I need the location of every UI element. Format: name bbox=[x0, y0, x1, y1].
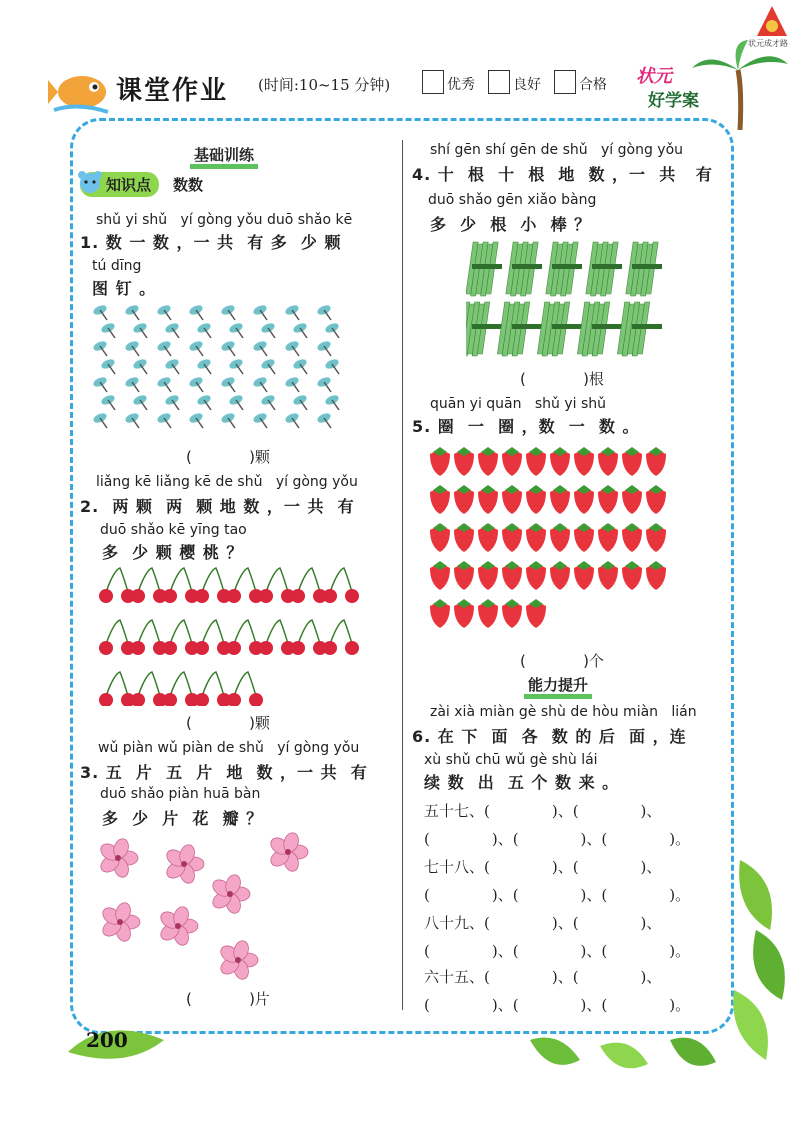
q3-text-2: 多 少 片 花 瓣 ？ bbox=[102, 809, 264, 828]
thumbtack-icon bbox=[156, 303, 172, 320]
thumbtack-icon bbox=[260, 321, 276, 338]
cherry-pair-icon bbox=[227, 620, 263, 655]
q1-pinyin-2: tú dīng bbox=[92, 258, 142, 274]
q6-sequence-row[interactable]: 八十九、( )、( )、 bbox=[424, 914, 662, 932]
grade-checkbox-pass[interactable] bbox=[554, 70, 576, 94]
q1-text-1: 1. 数 一 数 ，一 共 有 多 少 颗 bbox=[80, 233, 342, 252]
thumbtack-icon bbox=[324, 321, 340, 338]
page-header bbox=[0, 0, 800, 120]
q6-pinyin-2: xù shǔ chū wǔ gè shù lái bbox=[424, 752, 598, 768]
thumbtack-icon bbox=[100, 321, 116, 338]
strawberry-icon bbox=[598, 523, 618, 552]
section-basic-training: 基础训练 bbox=[190, 146, 258, 169]
knowledge-point-badge bbox=[80, 172, 159, 197]
strawberry-icon bbox=[478, 485, 498, 514]
q2-answer[interactable]: ( )颗 bbox=[186, 714, 270, 732]
thumbtack-icon bbox=[132, 357, 148, 374]
thumbtack-icon bbox=[316, 375, 332, 392]
knowledge-point-topic: 数数 bbox=[173, 176, 204, 194]
thumbtack-icon bbox=[196, 357, 212, 374]
stick-bundles-illustration bbox=[466, 236, 686, 360]
column-divider bbox=[402, 140, 403, 1010]
q5-answer[interactable]: ( )个 bbox=[520, 652, 604, 670]
flower-icon bbox=[210, 873, 250, 915]
homework-title: 课堂作业 bbox=[116, 76, 229, 106]
q4-answer[interactable]: ( )根 bbox=[520, 370, 604, 388]
q6-sequence-row[interactable]: ( )、( )、( )。 bbox=[424, 886, 691, 904]
strawberry-icon bbox=[526, 599, 546, 628]
flowers-illustration bbox=[92, 830, 332, 980]
thumbtack-icon bbox=[260, 393, 276, 410]
strawberry-icon bbox=[454, 485, 474, 514]
palm-tree-icon bbox=[690, 40, 790, 130]
q2-text-1: 2. 两 颗 两 颗 地 数 ，一 共 有 bbox=[80, 497, 355, 516]
stick-bundle-icon bbox=[626, 242, 662, 296]
thumbtack-icon bbox=[164, 321, 180, 338]
thumbtack-icon bbox=[220, 303, 236, 320]
strawberry-icon bbox=[502, 485, 522, 514]
grade-checkbox-excellent[interactable] bbox=[422, 70, 444, 94]
stick-bundle-icon bbox=[466, 242, 502, 296]
cherry-pair-icon bbox=[259, 620, 295, 655]
cherry-pair-icon bbox=[99, 620, 135, 655]
thumbtack-icon bbox=[92, 339, 108, 356]
cherry-pair-icon bbox=[259, 568, 295, 603]
bear-icon bbox=[76, 168, 104, 196]
thumbtack-icon bbox=[284, 375, 300, 392]
brand-logo-bottom: 好学案 bbox=[648, 91, 699, 111]
strawberry-icon bbox=[622, 485, 642, 514]
cherry-pair-icon bbox=[323, 568, 359, 603]
fish-mascot-icon bbox=[48, 62, 118, 118]
strawberry-icon bbox=[454, 447, 474, 476]
q2-text-2: 多 少 颗 樱 桃 ？ bbox=[102, 543, 244, 562]
cherry-pair-icon bbox=[195, 620, 231, 655]
q4-pinyin-2: duō shǎo gēn xiǎo bàng bbox=[428, 192, 597, 208]
stick-bundle-icon bbox=[546, 242, 582, 296]
strawberry-icon bbox=[430, 599, 450, 628]
q3-pinyin-1: wǔ piàn wǔ piàn de shǔ yí gòng yǒu bbox=[98, 740, 360, 756]
q1-answer[interactable]: ( )颗 bbox=[186, 448, 270, 466]
cherry-pair-icon bbox=[163, 568, 199, 603]
q6-sequence-row[interactable]: ( )、( )、( )。 bbox=[424, 830, 691, 848]
thumbtack-icon bbox=[292, 393, 308, 410]
strawberry-icon bbox=[622, 447, 642, 476]
cherry-pair-icon bbox=[163, 672, 199, 706]
cherry-pair-icon bbox=[291, 620, 327, 655]
strawberry-icon bbox=[502, 561, 522, 590]
strawberry-icon bbox=[646, 485, 666, 514]
q6-text-1: 6. 在 下 面 各 数 的 后 面 ，连 bbox=[412, 727, 687, 746]
page-number: 200 bbox=[86, 1028, 128, 1052]
brand-logo-top: 状元 bbox=[636, 66, 672, 87]
strawberry-icon bbox=[574, 561, 594, 590]
thumbtack-icon bbox=[100, 393, 116, 410]
thumbtack-icon bbox=[324, 357, 340, 374]
thumbtack-icon bbox=[228, 393, 244, 410]
thumbtack-icon bbox=[252, 303, 268, 320]
q1-text-2: 图 钉 。 bbox=[92, 279, 157, 298]
cherry-pair-icon bbox=[131, 672, 167, 706]
thumbtack-icon bbox=[124, 339, 140, 356]
cherry-pair-icon bbox=[131, 568, 167, 603]
thumbtack-icon bbox=[292, 357, 308, 374]
thumbtack-icon bbox=[316, 303, 332, 320]
strawberry-icon bbox=[454, 599, 474, 628]
strawberry-icon bbox=[430, 485, 450, 514]
strawberry-icon bbox=[478, 561, 498, 590]
strawberry-icon bbox=[526, 447, 546, 476]
thumbtack-icon bbox=[156, 339, 172, 356]
thumbtack-icon bbox=[132, 321, 148, 338]
strawberry-icon bbox=[478, 523, 498, 552]
flower-icon bbox=[268, 831, 308, 873]
thumbtack-icon bbox=[164, 357, 180, 374]
strawberry-icon bbox=[526, 523, 546, 552]
strawberry-icon bbox=[550, 485, 570, 514]
thumbtack-icon bbox=[124, 303, 140, 320]
thumbtack-icon bbox=[324, 393, 340, 410]
time-note: (时间:10~15 分钟) bbox=[258, 76, 391, 94]
strawberry-icon bbox=[454, 523, 474, 552]
thumbtack-icon bbox=[284, 303, 300, 320]
flower-icon bbox=[164, 843, 204, 885]
q2-pinyin-2: duō shǎo kē yīng tao bbox=[100, 522, 247, 538]
flower-icon bbox=[98, 837, 138, 879]
cherry-pair-icon bbox=[131, 620, 167, 655]
q4-pinyin-1: shí gēn shí gēn de shǔ yí gòng yǒu bbox=[430, 142, 684, 158]
cherry-pair-icon bbox=[99, 672, 135, 706]
cherry-pair-icon bbox=[195, 672, 231, 706]
thumbtack-icon bbox=[220, 375, 236, 392]
cherry-pair-icon bbox=[99, 568, 135, 603]
thumbtack-icon bbox=[252, 411, 268, 428]
strawberry-icon bbox=[430, 447, 450, 476]
thumbtack-icon bbox=[196, 321, 212, 338]
thumbtack-icon bbox=[196, 393, 212, 410]
stick-bundle-icon bbox=[586, 242, 622, 296]
thumbtack-icon bbox=[284, 411, 300, 428]
strawberry-icon bbox=[598, 561, 618, 590]
strawberry-icon bbox=[526, 485, 546, 514]
cherry-pair-icon bbox=[227, 568, 263, 603]
q6-sequence-row[interactable]: 五十七、( )、( )、 bbox=[424, 802, 662, 820]
grade-label-excellent: 优秀 bbox=[447, 77, 475, 93]
thumbtack-icon bbox=[100, 357, 116, 374]
q3-pinyin-2: duō shǎo piàn huā bàn bbox=[100, 786, 261, 802]
strawberry-icon bbox=[622, 523, 642, 552]
knowledge-point-label: 知识点 bbox=[106, 176, 152, 194]
stick-bundle-icon bbox=[537, 302, 582, 356]
strawberry-icon bbox=[574, 485, 594, 514]
strawberry-icon bbox=[598, 485, 618, 514]
grade-checkbox-good[interactable] bbox=[488, 70, 510, 94]
q6-pinyin-1: zài xià miàn gè shù de hòu miàn lián bbox=[430, 704, 697, 720]
thumbtack-icon bbox=[124, 411, 140, 428]
strawberry-icon bbox=[526, 561, 546, 590]
cherry-pair-icon bbox=[291, 568, 327, 603]
flower-icon bbox=[100, 901, 140, 943]
thumbtack-icon bbox=[316, 411, 332, 428]
cherries-illustration bbox=[96, 566, 366, 706]
strawberry-icon bbox=[622, 561, 642, 590]
strawberry-icon bbox=[430, 523, 450, 552]
strawberry-icon bbox=[598, 447, 618, 476]
thumbtack-icon bbox=[260, 357, 276, 374]
q6-sequence-row[interactable]: 七十八、( )、( )、 bbox=[424, 858, 662, 876]
section-ability-improvement: 能力提升 bbox=[524, 676, 592, 699]
thumbtack-icon bbox=[292, 321, 308, 338]
thumbtack-icon bbox=[188, 303, 204, 320]
thumbtack-icon bbox=[316, 339, 332, 356]
thumbtack-icon bbox=[92, 375, 108, 392]
leaves-decoration-icon bbox=[520, 840, 800, 1080]
strawberry-icon bbox=[574, 523, 594, 552]
corner-badge-icon bbox=[755, 4, 789, 38]
thumbtack-icon bbox=[228, 321, 244, 338]
grade-label-pass: 合格 bbox=[579, 77, 607, 93]
q6-text-2: 续 数 出 五 个 数 来 。 bbox=[424, 773, 620, 792]
q4-text-1: 4. 十 根 十 根 地 数 ，一 共 有 bbox=[412, 165, 713, 184]
strawberry-icon bbox=[430, 561, 450, 590]
strawberry-icon bbox=[502, 447, 522, 476]
cherry-pair-icon bbox=[195, 568, 231, 603]
cherry-pair-icon bbox=[323, 620, 359, 655]
stick-bundle-icon bbox=[577, 302, 622, 356]
thumbtack-icon bbox=[92, 303, 108, 320]
q6-sequence-row[interactable]: ( )、( )、( )。 bbox=[424, 942, 691, 960]
thumbtack-icon bbox=[228, 357, 244, 374]
flower-icon bbox=[218, 939, 258, 980]
thumbtack-icon bbox=[156, 375, 172, 392]
q1-pinyin-1: shǔ yi shǔ yí gòng yǒu duō shǎo kē bbox=[96, 212, 353, 228]
strawberry-icon bbox=[478, 447, 498, 476]
stick-bundle-icon bbox=[617, 302, 662, 356]
thumbtack-icon bbox=[164, 393, 180, 410]
q6-sequence-row[interactable]: 六十五、( )、( )、 bbox=[424, 968, 662, 986]
flower-icon bbox=[158, 905, 198, 947]
cherry-pair-icon bbox=[227, 672, 263, 706]
thumbtack-icon bbox=[284, 339, 300, 356]
thumbtack-icon bbox=[132, 393, 148, 410]
thumbtack-icon bbox=[188, 339, 204, 356]
cherry-pair-icon bbox=[163, 620, 199, 655]
q5-pinyin-1: quān yi quān shǔ yi shǔ bbox=[430, 396, 607, 412]
thumbtack-icon bbox=[252, 339, 268, 356]
q3-answer[interactable]: ( )片 bbox=[186, 990, 270, 1008]
knowledge-point bbox=[80, 172, 203, 197]
strawberry-icon bbox=[550, 447, 570, 476]
thumbtack-icon bbox=[156, 411, 172, 428]
q4-text-2: 多 少 根 小 棒 ？ bbox=[430, 215, 592, 234]
strawberry-icon bbox=[478, 599, 498, 628]
corner-brand-text: 状元成才路 bbox=[748, 39, 788, 48]
q6-sequence-row[interactable]: ( )、( )、( )。 bbox=[424, 996, 691, 1014]
strawberry-icon bbox=[646, 447, 666, 476]
strawberry-icon bbox=[502, 523, 522, 552]
thumbtack-icon bbox=[92, 411, 108, 428]
q2-pinyin-1: liǎng kē liǎng kē de shǔ yí gòng yǒu bbox=[96, 474, 358, 490]
strawberry-icon bbox=[550, 561, 570, 590]
q3-text-1: 3. 五 片 五 片 地 数 ，一 共 有 bbox=[80, 763, 368, 782]
strawberry-icon bbox=[550, 523, 570, 552]
stick-bundle-icon bbox=[466, 302, 502, 356]
strawberry-icon bbox=[454, 561, 474, 590]
strawberry-icon bbox=[502, 599, 522, 628]
q5-text-1: 5. 圈 一 圈 ，数 一 数 。 bbox=[412, 417, 640, 436]
stick-bundle-icon bbox=[497, 302, 542, 356]
thumbtack-icon bbox=[220, 411, 236, 428]
strawberry-icon bbox=[574, 447, 594, 476]
stick-bundle-icon bbox=[506, 242, 542, 296]
thumbtack-icon bbox=[252, 375, 268, 392]
strawberries-illustration bbox=[428, 444, 678, 644]
strawberry-icon bbox=[646, 561, 666, 590]
thumbtack-icon bbox=[188, 411, 204, 428]
thumbtacks-illustration bbox=[86, 300, 356, 440]
grade-label-good: 良好 bbox=[513, 77, 541, 93]
strawberry-icon bbox=[646, 523, 666, 552]
thumbtack-icon bbox=[188, 375, 204, 392]
thumbtack-icon bbox=[220, 339, 236, 356]
thumbtack-icon bbox=[124, 375, 140, 392]
